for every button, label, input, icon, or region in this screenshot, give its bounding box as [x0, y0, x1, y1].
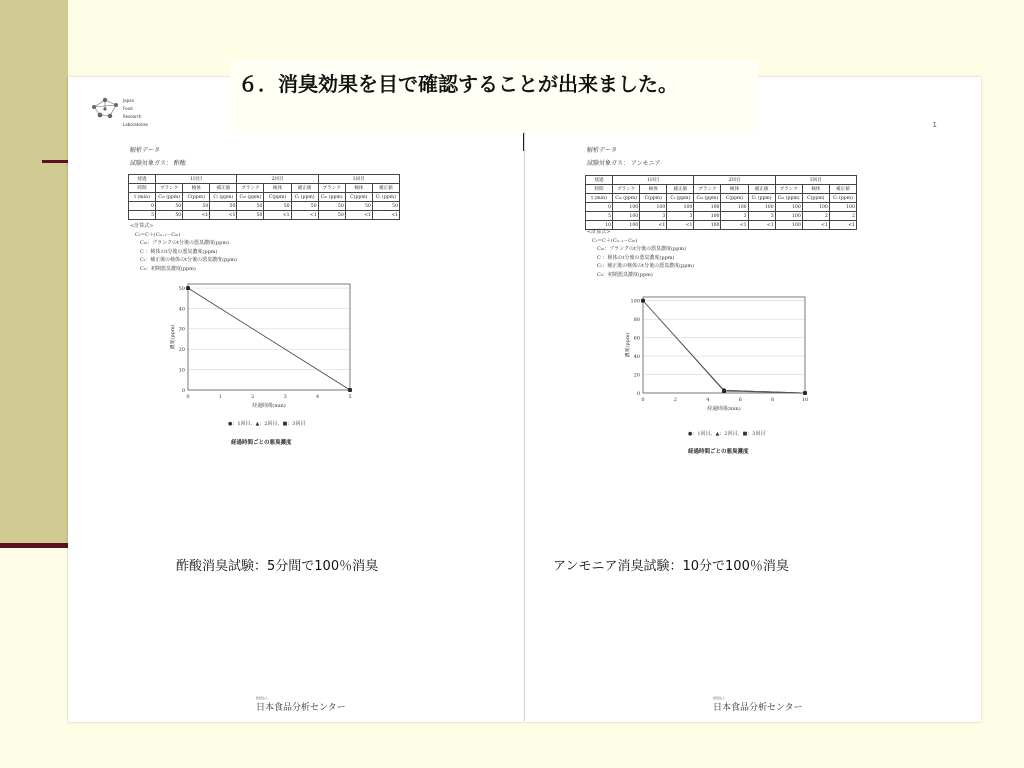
table-cell: <1: [667, 221, 694, 230]
table-header-cell: 検体: [345, 184, 372, 193]
table-header-cell: 検体: [183, 184, 210, 193]
table-cell: 100: [613, 203, 640, 212]
table-header-cell: C₀ₜ (ppm): [156, 193, 183, 202]
data-point: [722, 389, 726, 393]
table-header-cell: 検体: [721, 185, 748, 194]
table-header-cell: 時間: [129, 184, 156, 193]
logo-line: Research: [123, 114, 142, 119]
table-cell: 100: [802, 203, 829, 212]
footer-sub: 財団法人: [713, 696, 726, 700]
y-tick-label: 20: [633, 372, 640, 379]
plot-frame: [188, 284, 350, 390]
table-cell: 0: [586, 203, 613, 212]
formula-block: [587, 228, 694, 279]
table-header-cell: 補正値: [372, 184, 399, 193]
table-header-cell: C(ppm): [264, 193, 291, 202]
table-header-cell: ブランク: [613, 185, 640, 194]
table-header-cell: ブランク: [156, 184, 183, 193]
table-cell: 50: [156, 202, 183, 211]
table-cell: 50: [210, 202, 237, 211]
y-axis-label: 濃度(ppm): [170, 324, 176, 350]
x-tick-label: 1: [218, 394, 222, 400]
table-cell: 100: [748, 203, 775, 212]
table-cell: 0: [129, 202, 156, 211]
table-cell: 50: [264, 202, 291, 211]
slide-title: ６．消臭効果を目で確認することが出来ました。: [238, 72, 678, 96]
formula-line: Cₜ＝C＋(C₀₋₁－C₀ₜ): [592, 237, 638, 244]
table-cell: 3: [748, 212, 775, 221]
table-cell: 50: [183, 202, 210, 211]
table-header-cell: 検体: [264, 184, 291, 193]
x-axis-label: 経過時間(min): [252, 403, 286, 409]
y-tick-label: 40: [633, 353, 640, 360]
y-tick-label: 100: [630, 298, 640, 305]
concentration-chart: [625, 295, 815, 415]
logo-line: Food: [123, 106, 133, 111]
formula-line: C ：検体のt分後の悪臭濃度(ppm): [140, 248, 218, 255]
table-header-cell: Cₜ (ppm): [372, 193, 399, 202]
y-tick-label: 40: [178, 306, 185, 313]
table-row: [586, 203, 857, 212]
target-gas-label: 試験対象ガス： アンモニア: [587, 160, 661, 167]
footer-sub: 財団法人: [256, 696, 269, 700]
table-cell: 3: [640, 212, 667, 221]
table-header-cell: t (min): [129, 193, 156, 202]
section-title: 解析データ: [587, 147, 618, 154]
logo-text: [123, 97, 148, 129]
table-row: [129, 202, 400, 211]
table-cell: <1: [748, 221, 775, 230]
table-cell: 50: [156, 211, 183, 220]
table-header-cell: 補正値: [291, 184, 318, 193]
table-header-cell: 検体: [802, 185, 829, 194]
section-title: 解析データ: [130, 147, 161, 154]
x-tick-label: 3: [283, 394, 287, 400]
table-cell: <1: [372, 211, 399, 220]
table-cell: <1: [721, 221, 748, 230]
x-tick-label: 10: [801, 397, 809, 403]
table-header-cell: C₀ₜ (ppm): [775, 194, 802, 203]
table-cell: <1: [183, 211, 210, 220]
report-sheet-ammonia: [525, 77, 981, 722]
table-header-cell: 補正値: [667, 185, 694, 194]
table-header-cell: 3回目: [318, 175, 399, 184]
x-tick-label: 0: [641, 397, 645, 403]
logo-line: Japan: [123, 98, 135, 103]
table-cell: 50: [318, 211, 345, 220]
y-tick-label: 10: [178, 367, 185, 374]
table-cell: 100: [694, 221, 721, 230]
network-logo-icon: [88, 95, 122, 121]
formula-line: C₀：初期悪臭濃度(ppm): [597, 271, 653, 278]
table-header-cell: ブランク: [237, 184, 264, 193]
table-cell: <1: [345, 211, 372, 220]
y-tick-label: 50: [178, 285, 185, 292]
table-cell: 100: [694, 203, 721, 212]
y-tick-label: 20: [178, 347, 185, 354]
x-tick-label: 0: [186, 394, 190, 400]
table-cell: 50: [318, 202, 345, 211]
x-tick-label: 4: [316, 394, 320, 400]
data-point: [641, 299, 645, 303]
table-cell: 50: [291, 202, 318, 211]
table-header-cell: Cₜ (ppm): [210, 193, 237, 202]
side-band: [0, 0, 68, 545]
table-cell: 50: [372, 202, 399, 211]
chart-legend: ●：1回目、▲：2回目、■：3回目: [228, 421, 306, 427]
data-table: [128, 174, 400, 220]
table-header-cell: Cₜ (ppm): [829, 194, 856, 203]
table-cell: <1: [264, 211, 291, 220]
table-row: [129, 211, 400, 220]
table-cell: <1: [829, 221, 856, 230]
table-cell: 100: [667, 203, 694, 212]
table-header-cell: C(ppm): [183, 193, 210, 202]
table-header-cell: 補正値: [829, 185, 856, 194]
table-header-cell: C₀ₜ (ppm): [318, 193, 345, 202]
table-cell: 100: [613, 212, 640, 221]
table-header-cell: Cₜ (ppm): [748, 194, 775, 203]
x-tick-label: 8: [771, 397, 775, 403]
table-cell: 100: [775, 212, 802, 221]
table-cell: 50: [237, 202, 264, 211]
x-axis-label: 経過時間(min): [707, 406, 741, 412]
x-tick-label: 6: [738, 397, 742, 403]
table-header-cell: 補正値: [748, 185, 775, 194]
table-header-cell: C₀ₜ (ppm): [613, 194, 640, 203]
series-line: [643, 301, 805, 393]
table-cell: 100: [775, 221, 802, 230]
table-header-cell: C(ppm): [640, 194, 667, 203]
table-header-cell: C(ppm): [802, 194, 829, 203]
logo-line: Laboratories: [123, 122, 149, 127]
table-header-cell: C₀ₜ (ppm): [694, 194, 721, 203]
slide-title-box: [230, 60, 758, 132]
x-tick-label: 4: [706, 397, 710, 403]
table-cell: 100: [775, 203, 802, 212]
table-header-cell: ブランク: [694, 185, 721, 194]
divider-line: [523, 133, 524, 151]
table-cell: 2: [829, 212, 856, 221]
table-cell: 3: [721, 212, 748, 221]
x-tick-label: 2: [673, 397, 677, 403]
x-tick-label: 5: [348, 394, 352, 400]
table-header-cell: 検体: [640, 185, 667, 194]
formula-line: <計算式>: [130, 223, 154, 229]
caption-left: 酢酸消臭試験：5分間で100％消臭: [176, 559, 379, 574]
table-header-cell: 3回目: [775, 176, 856, 185]
report-sheet-acetic-acid: [68, 77, 524, 722]
table-header-cell: 経過: [586, 176, 613, 185]
table-cell: 5: [586, 212, 613, 221]
y-tick-label: 0: [636, 390, 640, 397]
chart-caption: 経過時間ごとの悪臭濃度: [688, 449, 749, 455]
y-tick-label: 0: [181, 387, 185, 394]
table-cell: 3: [667, 212, 694, 221]
table-cell: 100: [613, 221, 640, 230]
table-header-cell: Cₜ (ppm): [291, 193, 318, 202]
table-cell: 100: [640, 203, 667, 212]
y-tick-label: 80: [633, 316, 640, 323]
table-header-cell: 経過: [129, 175, 156, 184]
table-header-cell: t (min): [586, 194, 613, 203]
y-axis-label: 濃度(ppm): [625, 332, 631, 358]
data-point: [348, 388, 352, 392]
concentration-chart: [170, 282, 360, 412]
footer-org-name: 日本食品分析センター: [256, 703, 346, 713]
table-cell: <1: [291, 211, 318, 220]
formula-line: C₀ₜ：ブランクのt分後の悪臭濃度(ppm): [597, 246, 687, 252]
table-cell: 2: [802, 212, 829, 221]
table-header-cell: 1回目: [613, 176, 694, 185]
table-header-cell: 2回目: [237, 175, 318, 184]
table-header-cell: 補正値: [210, 184, 237, 193]
table-cell: 10: [586, 221, 613, 230]
formula-line: <計算式>: [587, 229, 611, 235]
footer-org-name: 日本食品分析センター: [713, 703, 803, 713]
formula-line: Cₜ：補正後の検体のt分後の悪臭濃度(ppm): [140, 257, 238, 263]
plot-frame: [643, 297, 805, 393]
y-tick-label: 60: [633, 335, 640, 342]
table-cell: 100: [829, 203, 856, 212]
formula-line: Cₜ＝C＋(C₀₋₁－C₀ₜ): [135, 231, 181, 238]
series-line: [643, 301, 805, 393]
series-line: [643, 301, 805, 393]
table-header-cell: 2回目: [694, 176, 775, 185]
table-cell: 50: [237, 211, 264, 220]
table-cell: <1: [640, 221, 667, 230]
data-point: [186, 286, 190, 290]
table-cell: 100: [721, 203, 748, 212]
formula-line: C₀ₜ：ブランクのt分後の悪臭濃度(ppm): [140, 240, 230, 246]
formula-line: C ：検体のt分後の悪臭濃度(ppm): [597, 254, 675, 261]
formula-block: [130, 222, 237, 273]
table-header-cell: 時間: [586, 185, 613, 194]
data-point: [803, 391, 807, 395]
formula-line: C₀：初期悪臭濃度(ppm): [140, 265, 196, 272]
table-header-cell: C₀ₜ (ppm): [237, 193, 264, 202]
target-gas-label: 試験対象ガス： 酢酸: [130, 160, 186, 167]
formula-line: Cₜ：補正後の検体のt分後の悪臭濃度(ppm): [597, 263, 695, 269]
caption-right: アンモニア消臭試験：10分で100％消臭: [553, 559, 789, 574]
chart-legend: ●：1回目、▲：2回目、■：3回目: [688, 431, 766, 437]
chart-caption: 経過時間ごとの悪臭濃度: [231, 440, 292, 446]
table-header-cell: C(ppm): [721, 194, 748, 203]
page-number: 1: [932, 121, 937, 129]
series-line: [188, 288, 350, 390]
table-header-cell: 1回目: [156, 175, 237, 184]
table-cell: 5: [129, 211, 156, 220]
y-tick-label: 30: [178, 326, 185, 333]
data-table: [585, 175, 857, 230]
table-cell: 100: [694, 212, 721, 221]
table-header-cell: C(ppm): [345, 193, 372, 202]
table-cell: <1: [210, 211, 237, 220]
x-tick-label: 2: [251, 394, 255, 400]
table-cell: <1: [802, 221, 829, 230]
table-cell: 50: [345, 202, 372, 211]
table-header-cell: Cₜ (ppm): [667, 194, 694, 203]
table-header-cell: ブランク: [775, 185, 802, 194]
table-row: [586, 212, 857, 221]
table-header-cell: ブランク: [318, 184, 345, 193]
